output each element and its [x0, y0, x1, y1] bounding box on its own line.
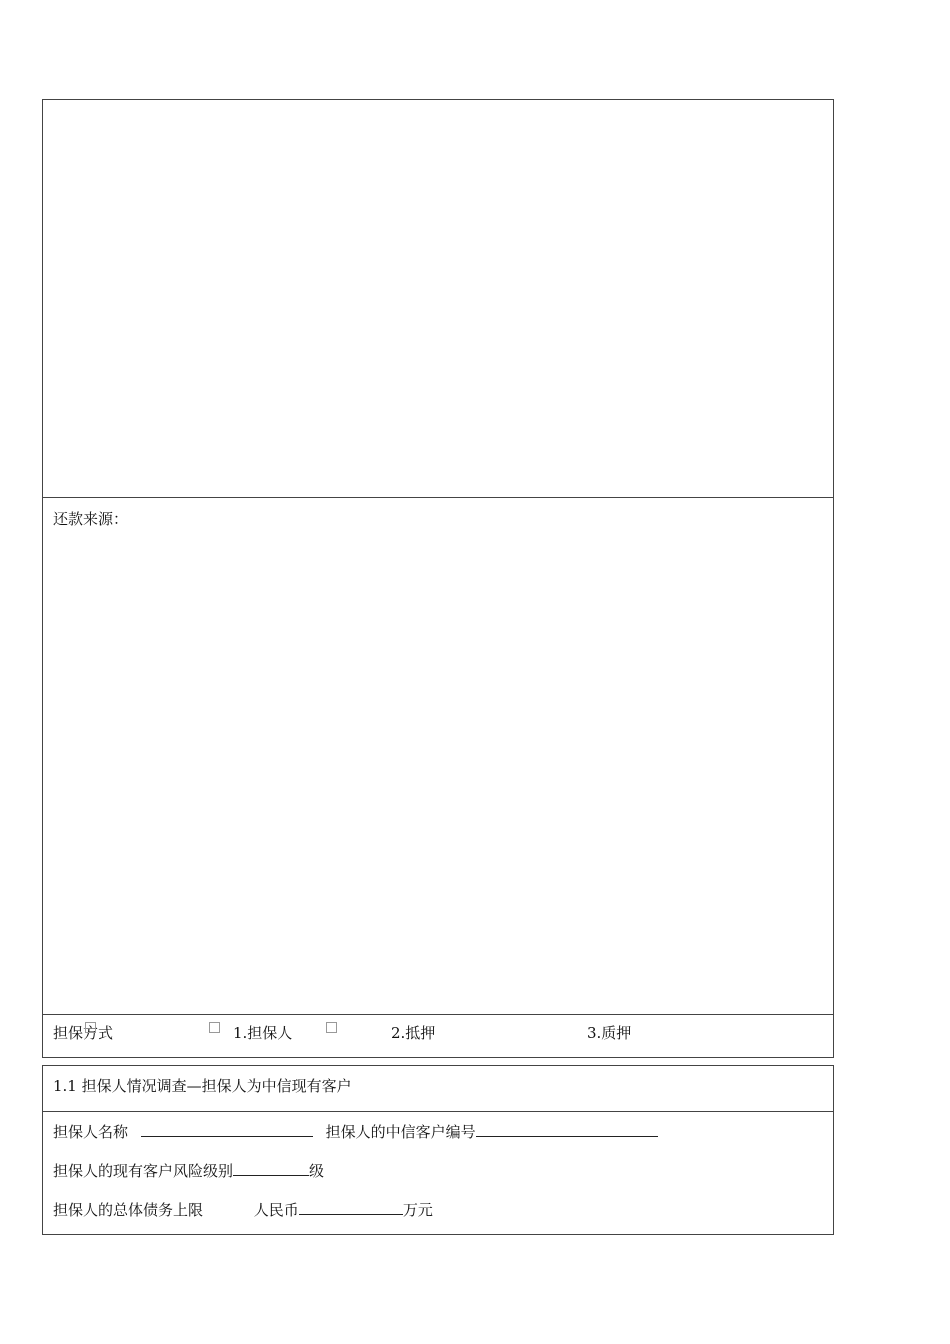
- debt-unit: 万元: [402, 1201, 433, 1219]
- debt-limit-field[interactable]: [299, 1200, 403, 1215]
- blank-top-cell: [42, 99, 834, 498]
- guarantee-method-label: 担保方式: [53, 1024, 114, 1042]
- currency-label: 人民币: [253, 1201, 299, 1219]
- risk-level-label: 担保人的现有客户风险级别: [53, 1162, 234, 1180]
- guarantee-method-row: [42, 1014, 834, 1058]
- option-mortgage-label: 2.抵押: [391, 1024, 436, 1042]
- guarantor-info-cell: [42, 1111, 834, 1235]
- guarantor-name-label: 担保人名称: [53, 1123, 129, 1141]
- guarantor-code-label: 担保人的中信客户编号: [325, 1123, 476, 1141]
- repayment-source-cell[interactable]: [42, 497, 834, 1015]
- section-title: 1.1 担保人情况调查—担保人为中信现有客户: [53, 1077, 352, 1095]
- repayment-source-label: 还款来源：: [53, 510, 129, 528]
- risk-level-field[interactable]: [233, 1161, 309, 1176]
- option-pledge-label: 3.质押: [587, 1024, 632, 1042]
- debt-limit-label: 担保人的总体债务上限: [53, 1201, 204, 1219]
- guarantor-section-header: [42, 1065, 834, 1112]
- guarantor-name-field[interactable]: [141, 1122, 313, 1137]
- option-guarantor-label: 1.担保人: [233, 1024, 293, 1042]
- debt-limit-row: [53, 1199, 433, 1220]
- guarantor-code-field[interactable]: [476, 1122, 658, 1137]
- guarantor-name-row: [53, 1121, 658, 1142]
- checkbox-guarantor[interactable]: [209, 1022, 220, 1033]
- risk-level-row: [53, 1160, 324, 1181]
- risk-level-suffix: 级: [309, 1162, 325, 1180]
- checkbox-mortgage[interactable]: [326, 1022, 337, 1033]
- checkbox-icon[interactable]: [85, 1022, 96, 1033]
